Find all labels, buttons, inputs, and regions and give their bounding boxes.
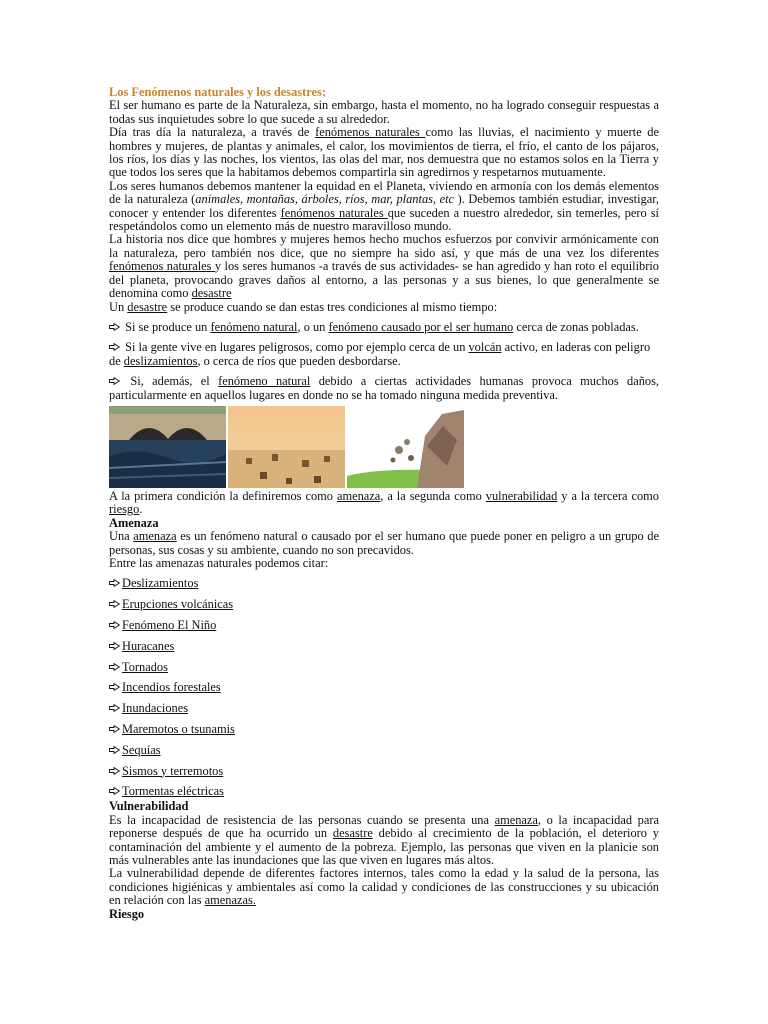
text: A la primera condición la definiremos como: [109, 488, 337, 503]
text: es un fenómeno natural o causado por el ser humano que puede poner en peligro a un grupo de personas, sus cosas y su ambiente, cuando no son precavidos.: [109, 529, 659, 557]
arrow-outline-icon: [109, 343, 120, 351]
link-amenazas[interactable]: amenazas.: [204, 893, 256, 908]
text: Día tras día la naturaleza, a través de: [109, 125, 316, 140]
text: ). Debemos también estudiar, investigar, conocer y entender los diferentes: [109, 192, 659, 220]
arrow-outline-icon: [109, 683, 120, 691]
link-desastre[interactable]: desastre: [127, 299, 168, 314]
heading-riesgo: Riesgo: [109, 906, 145, 921]
paragraph-vulnerabilidad: [109, 814, 659, 868]
text: La vulnerabilidad depende de diferentes factores internos, tales como la edad y la salud de la persona, las condiciones higiénicas y ambientales así como la calidad y condiciones de las construcciones y su ubicación en relación con las: [109, 866, 659, 908]
link-erupciones-volcanicas[interactable]: Erupciones volcánicas: [122, 597, 234, 612]
heading-amenaza: Amenaza: [109, 515, 159, 530]
text: , o la incapacidad para reponerse después de que ha ocurrido un: [109, 812, 659, 841]
list-item: [109, 661, 659, 682]
link-huracanes[interactable]: Huracanes: [122, 638, 175, 653]
arrow-outline-icon: [109, 642, 120, 650]
text: .: [139, 502, 143, 517]
link-tornados[interactable]: Tornados: [122, 659, 168, 674]
deforestation-image: [228, 406, 345, 488]
paragraph-fenomenos: [109, 126, 659, 180]
landslide-image: [347, 406, 464, 488]
link-riesgo[interactable]: riesgo: [109, 502, 140, 517]
link-fenomeno-natural[interactable]: fenómeno natural: [218, 374, 311, 389]
link-amenaza[interactable]: amenaza: [494, 812, 538, 827]
link-tormentas-electricas[interactable]: Tormentas eléctricas: [122, 784, 224, 799]
arrow-outline-icon: [109, 746, 120, 754]
arrow-outline-icon: [109, 704, 120, 712]
condition-bullet-2: [109, 341, 659, 368]
text: Un: [109, 299, 128, 314]
list-item: [109, 619, 659, 640]
link-deslizamientos[interactable]: deslizamientos: [123, 353, 198, 368]
paragraph-lista-intro: Entre las amenazas naturales podemos citar:: [109, 555, 329, 570]
link-desastre[interactable]: desastre: [191, 286, 232, 301]
list-item: [109, 681, 659, 702]
text: Si, además, el: [122, 374, 219, 389]
text: , a la segunda como: [380, 488, 486, 503]
text: Una: [109, 529, 134, 544]
arrow-outline-icon: [109, 663, 120, 671]
link-desastre[interactable]: desastre: [332, 826, 373, 841]
arrow-outline-icon: [109, 787, 120, 795]
paragraph-historia: [109, 233, 659, 300]
arrow-outline-icon: [109, 767, 120, 775]
link-deslizamientos[interactable]: Deslizamientos: [122, 576, 199, 591]
arrow-outline-icon: [109, 725, 120, 733]
list-item: [109, 598, 659, 619]
paragraph-equidad: [109, 180, 659, 234]
paragraph-intro: El ser humano es parte de la Naturaleza, sin embargo, hasta el momento, no ha logrado conseguir respuestas a todas sus inquietudes sobre lo que sucede a su alrededor.: [109, 98, 659, 126]
polluted-river-image: [109, 406, 226, 488]
link-fenomenos-naturales[interactable]: fenómenos naturales: [315, 125, 426, 140]
italic-text: animales, montañas, árboles, ríos, mar, plantas, etc: [195, 192, 455, 207]
text: , o un: [297, 319, 329, 334]
text: que suceden a nuestro alrededor, sin temerles, pero sí respetándolos como un elemento más de nuestro maravilloso mundo.: [109, 205, 659, 234]
link-vulnerabilidad[interactable]: vulnerabilidad: [485, 488, 558, 503]
paragraph-factores: [109, 867, 659, 907]
text: debido al crecimiento de la población, el deterioro y contaminación del ambiente y el aumento de la pobreza. Ejemplo, las personas que viven en la planicie son más vulnerables ante las inundaciones que las que viven en lugares más altos.: [109, 826, 660, 867]
link-fenomeno-el-nino[interactable]: Fenómeno El Niño: [122, 617, 217, 632]
list-item: [109, 765, 659, 786]
text: se produce cuando se dan estas tres condiciones al mismo tiempo:: [167, 299, 498, 314]
list-item: [109, 723, 659, 744]
condition-bullet-1: [109, 321, 659, 334]
paragraph-condiciones: [109, 301, 659, 314]
list-item: [109, 702, 659, 723]
text: Si la gente vive en lugares peligrosos, como por ejemplo cerca de un: [122, 340, 469, 355]
heading-vulnerabilidad: Vulnerabilidad: [109, 799, 189, 814]
text: y los seres humanos -a través de sus actividades- se han agredido y han roto el equilibrio del planeta, provocando graves daños al entorno, a las personas y a sus bienes, lo que generalmente se denomina como: [109, 259, 659, 301]
text: activo, en laderas con peligro de: [109, 340, 651, 368]
list-item: [109, 785, 659, 800]
list-item: [109, 577, 659, 598]
document-title: Los Fenómenos naturales y los desastres:: [109, 85, 326, 99]
link-fenomeno-causado[interactable]: fenómeno causado por el ser humano: [328, 319, 514, 334]
link-inundaciones[interactable]: Inundaciones: [122, 701, 189, 716]
condition-bullet-3: [109, 375, 659, 402]
link-amenaza[interactable]: amenaza: [336, 488, 381, 503]
text: Si se produce un: [122, 319, 211, 334]
text: debido a ciertas actividades humanas provoca muchos daños, particularmente en aquellos lugares en donde no se ha tomado ninguna medida preventiva.: [109, 374, 660, 402]
link-fenomenos-naturales[interactable]: fenómenos naturales: [280, 205, 388, 220]
arrow-outline-icon: [109, 323, 120, 331]
link-maremotos[interactable]: Maremotos o tsunamis: [122, 721, 235, 736]
paragraph-definiciones: [109, 490, 659, 517]
text: cerca de zonas pobladas.: [513, 319, 639, 334]
illustrations-row: [109, 406, 659, 488]
arrow-outline-icon: [109, 579, 120, 587]
amenazas-list: [109, 577, 659, 800]
paragraph-amenaza: [109, 530, 659, 557]
link-fenomeno-natural[interactable]: fenómeno natural: [210, 319, 298, 334]
link-sequias[interactable]: Sequías: [122, 742, 161, 757]
list-item: [109, 744, 659, 765]
link-volcan[interactable]: volcán: [468, 340, 502, 355]
text: y a la tercera como: [557, 488, 659, 503]
text: La historia nos dice que hombres y mujeres hemos hecho muchos esfuerzos por convivir armónicamente con la naturaleza, pero también nos dice, que no siempre ha sido así, y que más de una vez los diferentes: [109, 232, 659, 260]
document-page: [109, 86, 659, 921]
list-item: [109, 640, 659, 661]
text: , o cerca de ríos que pueden desbordarse.: [197, 353, 401, 368]
arrow-outline-icon: [109, 377, 120, 385]
link-sismos[interactable]: Sismos y terremotos: [122, 763, 224, 778]
arrow-outline-icon: [109, 600, 120, 608]
arrow-outline-icon: [109, 621, 120, 629]
link-incendios-forestales[interactable]: Incendios forestales: [122, 680, 221, 695]
link-amenaza[interactable]: amenaza: [133, 529, 177, 544]
text: Los seres humanos debemos mantener la equidad en el Planeta, viviendo en armonía con los demás elementos de la naturaleza (: [109, 178, 659, 207]
text: Es la incapacidad de resistencia de las personas cuando se presenta una: [109, 812, 495, 827]
link-fenomenos-naturales[interactable]: fenómenos naturales: [109, 259, 215, 274]
text: como las lluvias, el nacimiento y muerte de hombres y mujeres, de plantas y animales, el calor, los movimientos de tierra, el frío, el canto de los pájaros, los ríos, los días y las noches, los vientos, las olas del mar, nos demuestra que no estamos solos en la Tierra y que todos los seres que la habitamos debemos compartirla sin agredirnos y respetarnos mutuamente.: [109, 125, 659, 180]
